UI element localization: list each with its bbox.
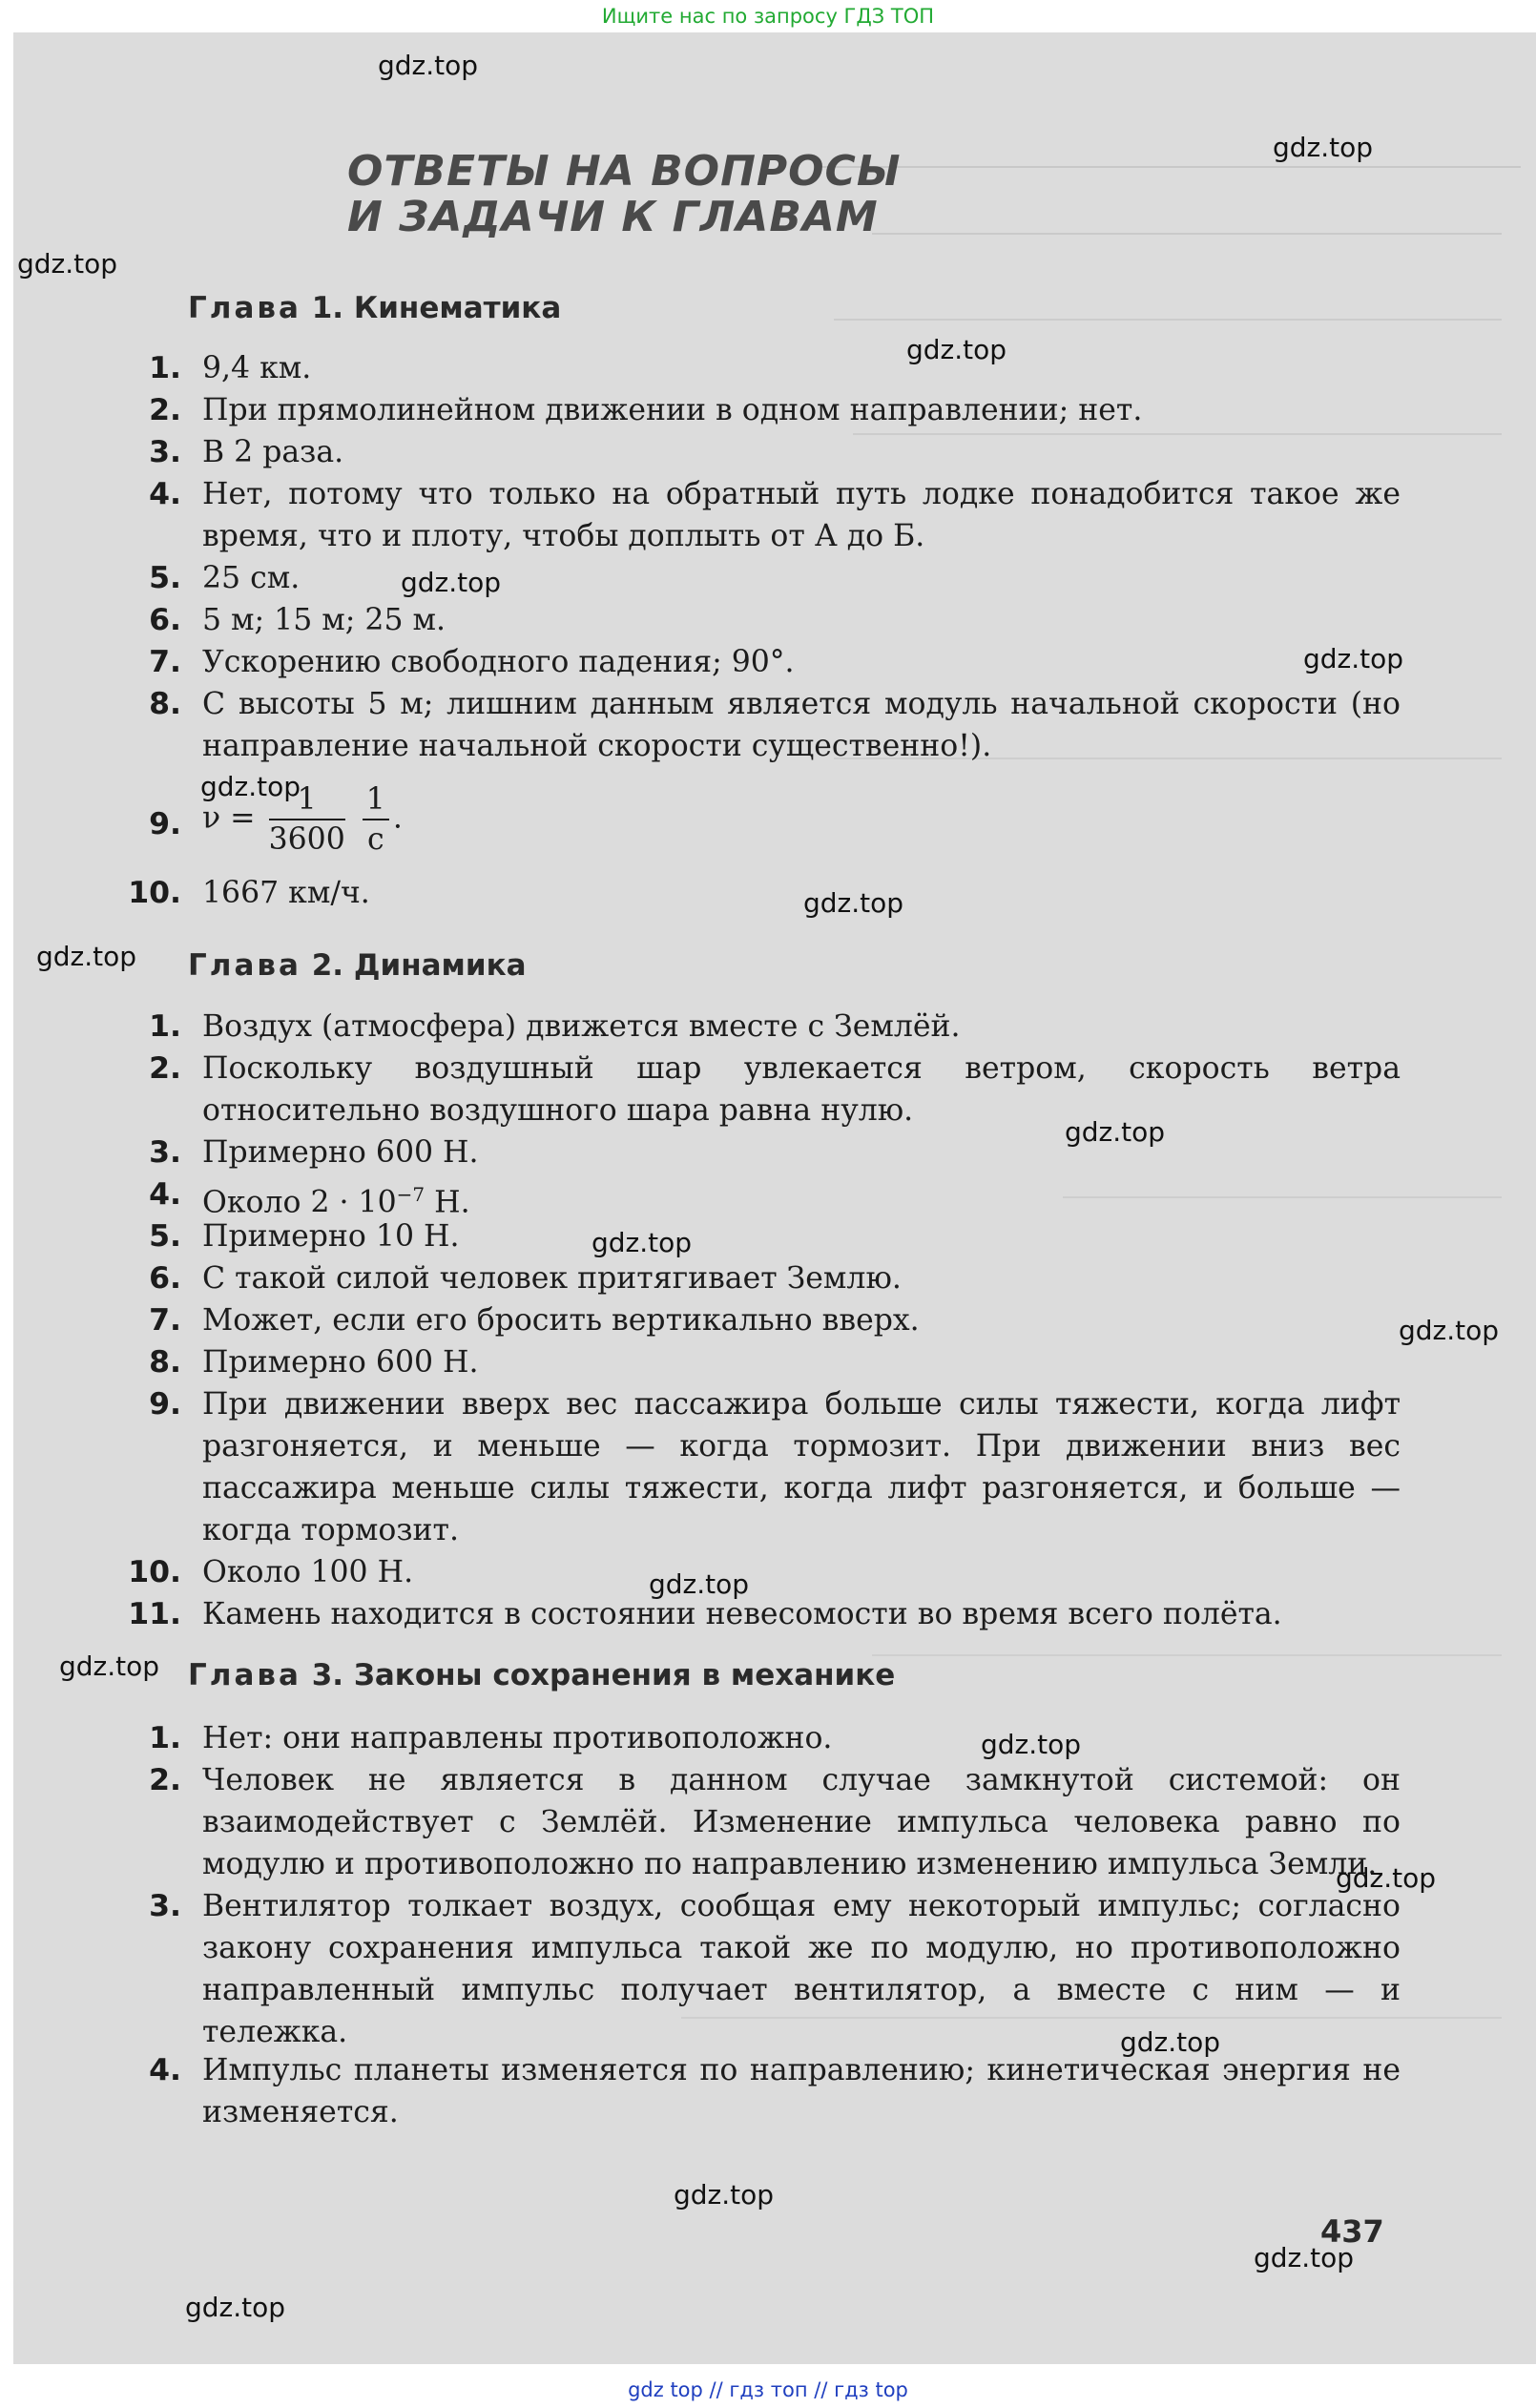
answer-number: 7.: [149, 645, 181, 679]
answer-number: 10.: [128, 1555, 181, 1589]
chapter-word: Глава: [188, 291, 301, 325]
answer-text: 9,4 км.: [202, 351, 312, 385]
chapter-name: 3. Законы сохранения в механике: [311, 1658, 896, 1692]
answer-item: [126, 1257, 1401, 1299]
fraction-numerator: 1: [269, 780, 345, 820]
watermark: gdz.top: [674, 2179, 775, 2211]
answer-number: 2.: [149, 1051, 181, 1086]
watermark: gdz.top: [981, 1729, 1082, 1760]
fraction-denominator: с: [366, 822, 384, 857]
watermark: gdz.top: [649, 1568, 750, 1600]
answer-number: 2.: [149, 1763, 181, 1797]
answer-item: [126, 1717, 1401, 1759]
answer-item: [126, 1006, 1401, 1048]
watermark: gdz.top: [378, 50, 479, 81]
answer-text: Примерно 600 Н.: [202, 1345, 479, 1380]
section-title: [347, 149, 939, 240]
watermark: gdz.top: [592, 1227, 693, 1258]
answer-item: [126, 872, 1401, 914]
answer-text: 25 см.: [202, 561, 301, 595]
watermark: gdz.top: [1303, 643, 1404, 675]
chapter-word: Глава: [188, 948, 301, 983]
exponent: −7: [396, 1183, 426, 1206]
answer-text-unit: Н.: [425, 1185, 470, 1220]
title-line-2: И ЗАДАЧИ К ГЛАВАМ: [347, 193, 879, 241]
answer-number: 4.: [149, 477, 181, 511]
fraction-denominator: 3600: [268, 822, 345, 857]
answer-text: Человек не является в данном случае замкнутой системой: он взаимодействует с Землёй. Изменение импульса человека равно по модулю и противоположно по направлению изменению импульса Земли.: [202, 1763, 1401, 1881]
top-banner[interactable]: Ищите нас по запросу ГДЗ ТОП: [0, 0, 1536, 32]
watermark: gdz.top: [200, 771, 301, 802]
answer-item: [126, 2049, 1401, 2133]
answer-text: Примерно 600 Н.: [202, 1135, 479, 1170]
chapter-2-heading: [188, 948, 527, 983]
chapter-3-heading: [188, 1658, 895, 1692]
answer-number: 1.: [149, 1009, 181, 1044]
answer-text: При прямолинейном движении в одном направлении; нет.: [202, 393, 1143, 427]
answer-item: [126, 431, 1401, 473]
answer-text: Вентилятор толкает воздух, сообщая ему некоторый импульс; согласно закону сохранения импульса такой же по модулю, но противоположно направленный импульс получает вентилятор, а вместе с ним — и тележка.: [202, 1889, 1401, 2049]
answer-item: [126, 473, 1401, 557]
formula-lhs: ν =: [202, 800, 256, 836]
watermark: gdz.top: [1120, 2026, 1221, 2058]
answer-number: 9.: [149, 1387, 181, 1422]
answer-item: [126, 347, 1401, 389]
answer-number: 8.: [149, 1345, 181, 1380]
watermark: gdz.top: [1336, 1862, 1437, 1894]
fraction-numerator: 1: [363, 780, 389, 820]
watermark: gdz.top: [1399, 1315, 1500, 1346]
answer-number: 3.: [149, 1135, 181, 1170]
answer-number: 5.: [149, 561, 181, 595]
answer-text: Импульс планеты изменяется по направлению; кинетическая энергия не изменяется.: [202, 2053, 1401, 2129]
bottom-banner[interactable]: gdz top // гдз топ // гдз top: [628, 2378, 908, 2401]
answer-number: 11.: [128, 1597, 181, 1631]
formula-end: .: [392, 800, 403, 836]
chapter-name: 2. Динамика: [311, 948, 527, 983]
answer-item: [126, 780, 1401, 859]
watermark: gdz.top: [1254, 2242, 1355, 2273]
answer-number: 4.: [149, 1177, 181, 1212]
answer-number: 9.: [149, 807, 181, 841]
answer-item: [126, 557, 1401, 599]
watermark: gdz.top: [906, 334, 1007, 365]
chapter-word: Глава: [188, 1658, 301, 1692]
answer-item: [126, 641, 1404, 683]
chapter-1-heading: [188, 291, 561, 325]
answer-number: 1.: [149, 351, 181, 385]
watermark: gdz.top: [1065, 1116, 1166, 1148]
answer-number: 3.: [149, 435, 181, 469]
watermark: gdz.top: [1273, 132, 1374, 163]
answer-text: Ускорению свободного падения; 90°.: [202, 645, 795, 679]
answer-text: С высоты 5 м; лишним данным является модуль начальной скорости (но направление начальной скорости существенно!).: [202, 687, 1401, 763]
answer-text: Воздух (атмосфера) движется вместе с Землёй.: [202, 1009, 961, 1044]
answer-number: 3.: [149, 1889, 181, 1923]
answer-text: Примерно 10 Н.: [202, 1219, 460, 1254]
answer-number: 8.: [149, 687, 181, 721]
answer-formula: [202, 780, 1401, 859]
watermark: gdz.top: [17, 248, 118, 280]
watermark: gdz.top: [803, 887, 904, 919]
answer-item: [126, 1551, 1401, 1593]
answer-text: 1667 км/ч.: [202, 876, 370, 910]
answer-number: 1.: [149, 1721, 181, 1755]
answer-text: Поскольку воздушный шар увлекается ветром, скорость ветра относительно воздушного шара равна нулю.: [202, 1051, 1401, 1128]
answer-number: 6.: [149, 603, 181, 637]
answer-number: 2.: [149, 393, 181, 427]
answer-item: [126, 1383, 1401, 1551]
answer-text: С такой силой человек притягивает Землю.: [202, 1261, 902, 1296]
answer-item: [126, 1341, 1401, 1383]
answer-text: Нет, потому что только на обратный путь лодке понадобится такое же время, что и плоту, чтобы доплыть от А до Б.: [202, 477, 1401, 553]
fraction-2: [363, 780, 389, 859]
answer-item: [126, 1299, 1401, 1341]
answer-item: [126, 1759, 1401, 1885]
answer-text: При движении вверх вес пассажира больше силы тяжести, когда лифт разгоняется, и меньше — когда тормозит. При движении вниз вес пассажира меньше силы тяжести, когда лифт разгоняется, и больше — когда тормозит.: [202, 1387, 1401, 1547]
answer-text: Может, если его бросить вертикально вверх.: [202, 1303, 920, 1338]
answer-number: 7.: [149, 1303, 181, 1338]
answer-text: Около 100 Н.: [202, 1555, 414, 1589]
watermark: gdz.top: [401, 567, 502, 598]
answer-number: 4.: [149, 2053, 181, 2087]
answer-item: [126, 599, 1401, 641]
answer-item: [126, 1593, 1401, 1635]
page-number: 437: [1320, 2213, 1384, 2250]
answer-text: Камень находится в состоянии невесомости во время всего полёта.: [202, 1597, 1282, 1631]
answer-item: [126, 389, 1401, 431]
answer-number: 10.: [128, 876, 181, 910]
answer-text-main: Около 2 · 10: [202, 1185, 397, 1220]
answer-item: [126, 683, 1401, 767]
chapter-name: 1. Кинематика: [311, 291, 562, 325]
textbook-page: [13, 32, 1536, 2364]
answer-item: [126, 1048, 1401, 1131]
answer-text: 5 м; 15 м; 25 м.: [202, 603, 446, 637]
watermark: gdz.top: [59, 1650, 160, 1682]
watermark: gdz.top: [36, 941, 137, 972]
title-line-1: ОТВЕТЫ НА ВОПРОСЫ: [347, 147, 902, 196]
watermark: gdz.top: [185, 2292, 286, 2323]
answer-number: 5.: [149, 1219, 181, 1254]
answer-number: 6.: [149, 1261, 181, 1296]
answer-item: [126, 1131, 1401, 1173]
answer-text: Нет: они направлены противоположно.: [202, 1721, 833, 1755]
answer-item: [126, 1215, 1401, 1257]
answer-text: В 2 раза.: [202, 435, 344, 469]
